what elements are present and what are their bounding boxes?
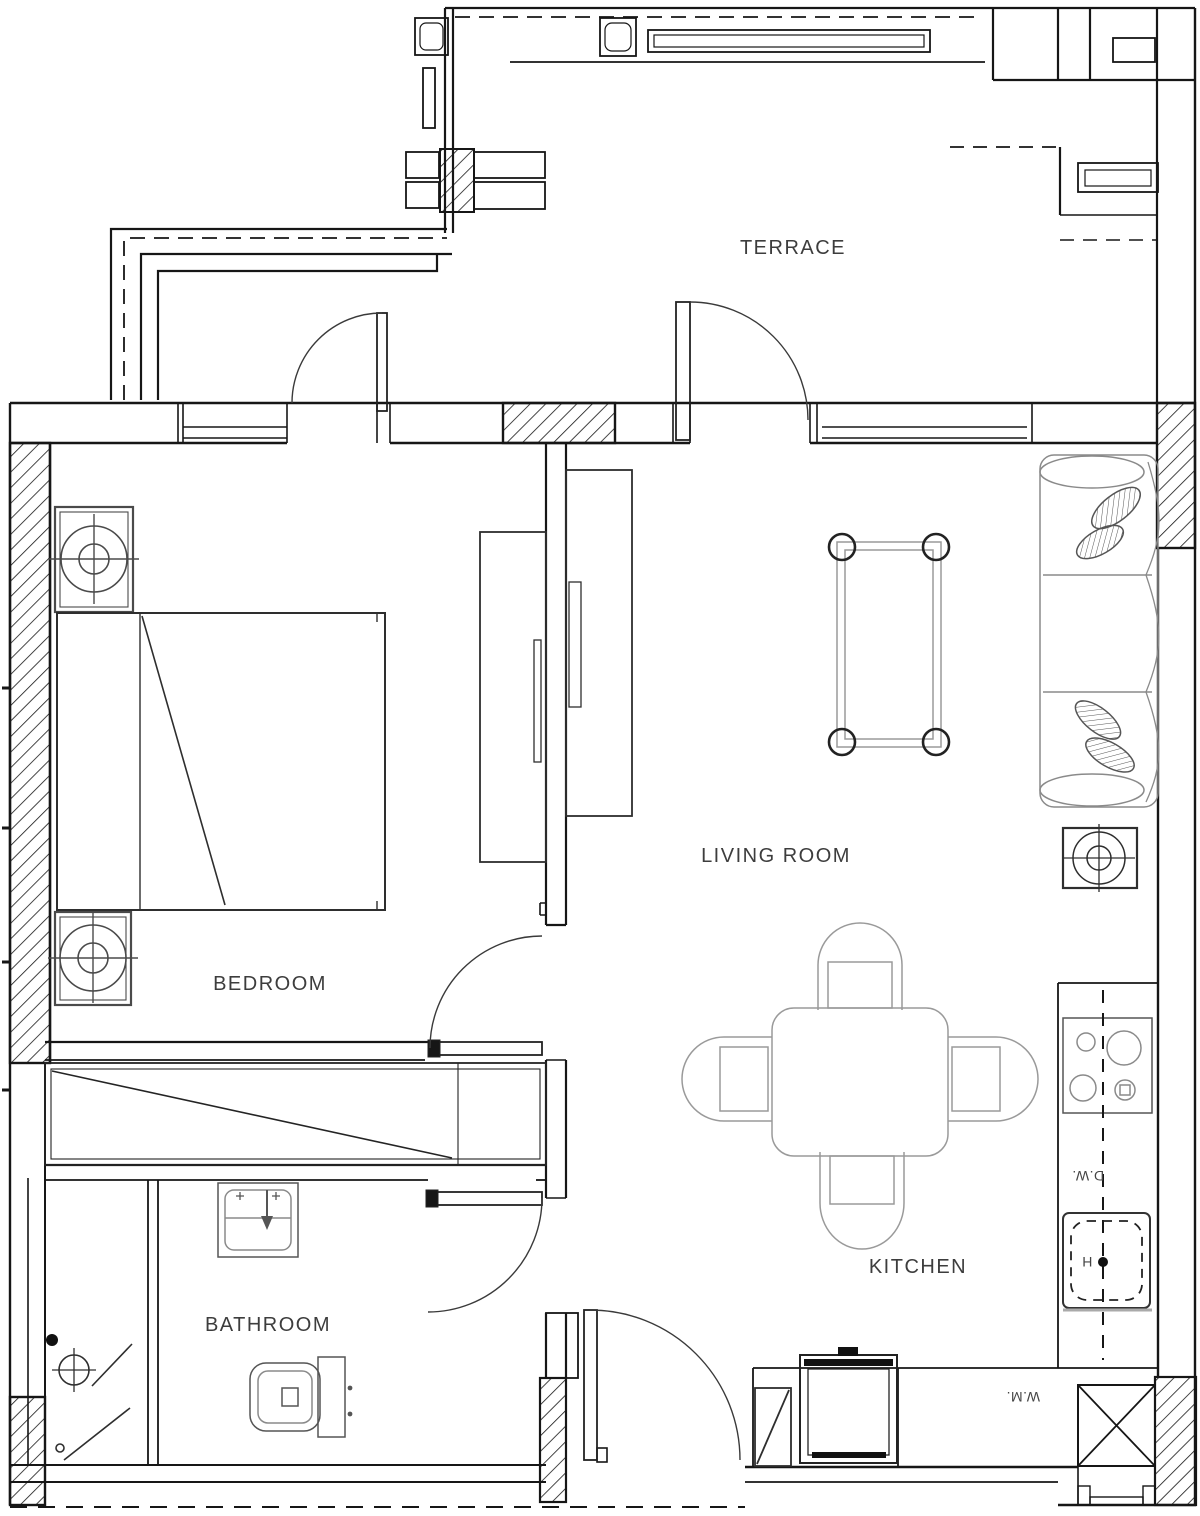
nightstand-top (49, 507, 139, 612)
fridge (800, 1347, 897, 1463)
exterior-walls (2, 8, 1196, 1507)
terrace-right-structure (950, 8, 1195, 403)
bedroom-furniture (48, 507, 546, 1005)
toilet (250, 1357, 352, 1437)
service-shaft (1078, 1377, 1196, 1505)
living-room-label: LIVING ROOM (701, 845, 851, 867)
interior-walls (45, 443, 1158, 1502)
sofa (1040, 455, 1159, 807)
wardrobe (480, 532, 546, 862)
terrace-parapet (111, 8, 453, 400)
side-table-lamp (1063, 824, 1137, 892)
kitchen-cabinet (755, 1388, 791, 1466)
bed (57, 613, 385, 910)
hall-closet (45, 1063, 546, 1165)
kitchen-label: KITCHEN (868, 1256, 968, 1278)
dining-set (682, 923, 1038, 1249)
bathroom-label: BATHROOM (204, 1314, 332, 1336)
terrace-label: TERRACE (739, 237, 847, 259)
nightstand-bottom (48, 912, 138, 1005)
bedroom-label: BEDROOM (213, 973, 327, 995)
tv-console (566, 470, 632, 816)
terrace-rail-pier (406, 149, 545, 212)
doors (292, 302, 808, 1460)
bathroom-sink (218, 1183, 298, 1257)
living-room-furniture (566, 455, 1159, 1249)
hob (1063, 1018, 1152, 1113)
hood-label: H (1081, 1254, 1093, 1270)
kitchen-fixtures (755, 990, 1196, 1505)
dishwasher-label: D.W. (1071, 1168, 1105, 1184)
room-labels (205, 237, 1104, 1405)
dishwasher-appliance (1063, 1213, 1152, 1310)
shower (46, 1334, 132, 1460)
coffee-table (829, 534, 949, 755)
terrace-top-band (415, 8, 1195, 128)
washing-machine-label: W.M. (1006, 1389, 1040, 1405)
